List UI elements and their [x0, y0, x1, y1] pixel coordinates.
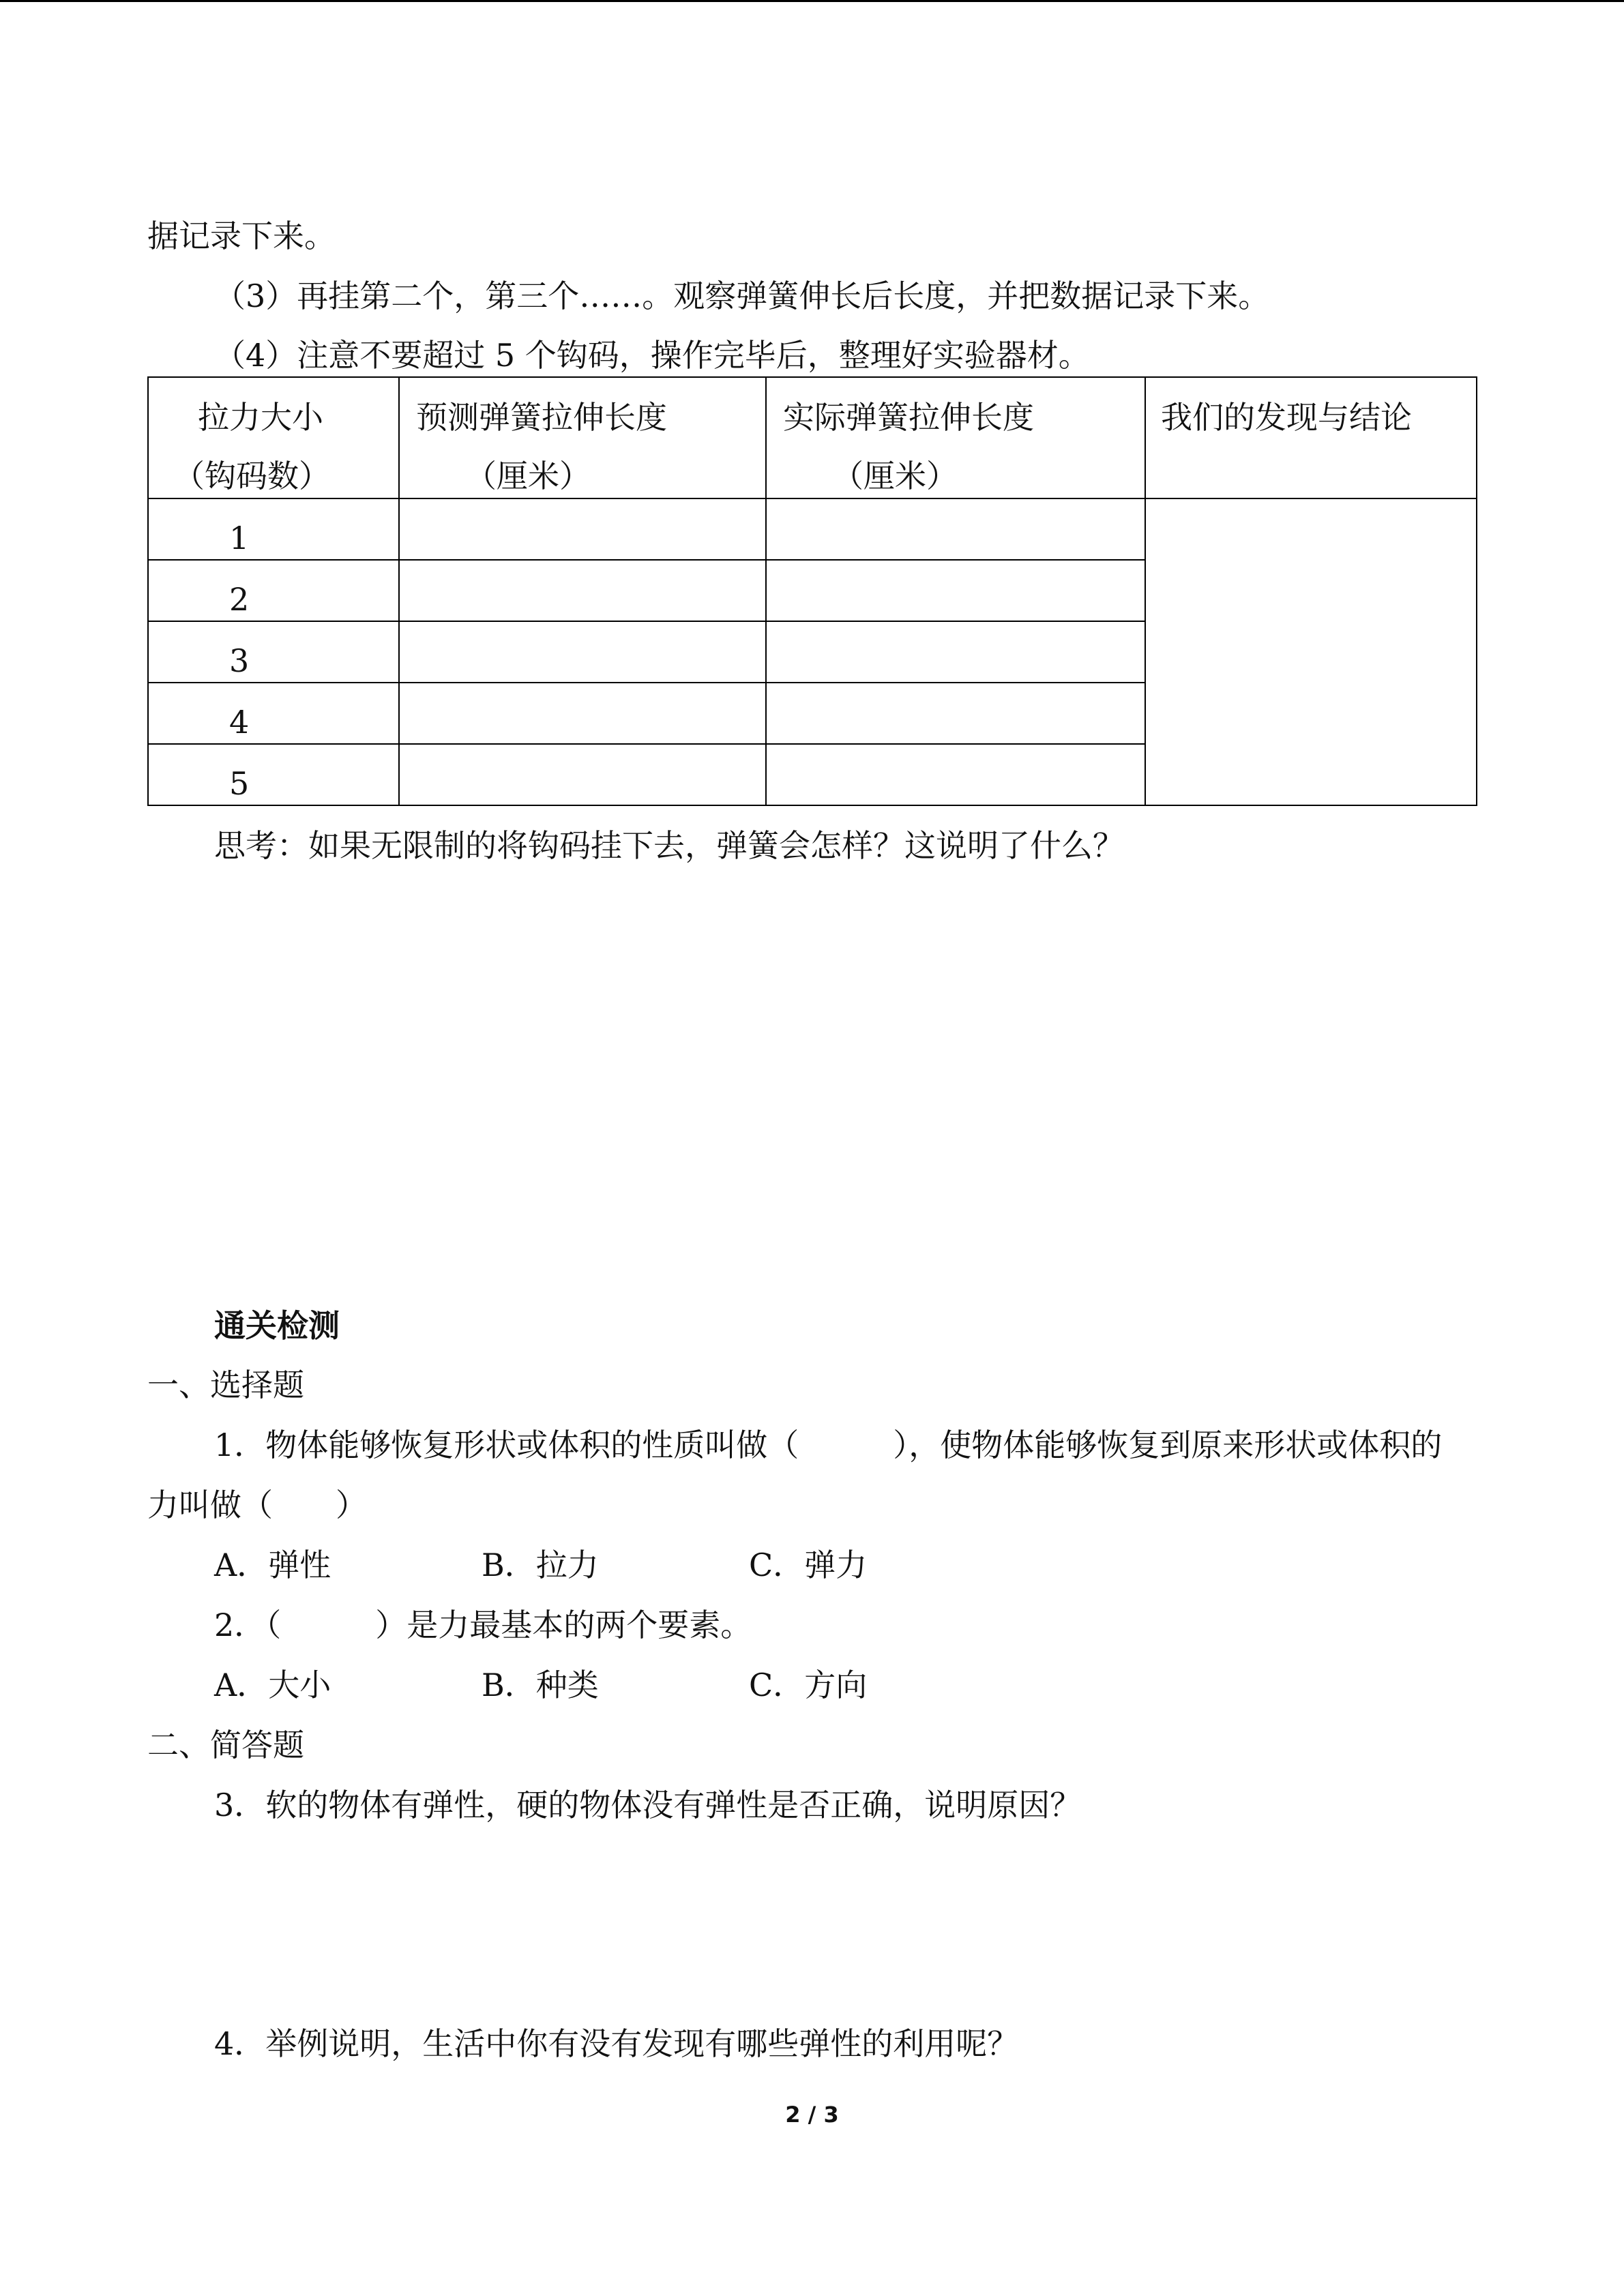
top-border-line [0, 0, 1624, 2]
question-1-line-2: 力叫做（ ） [147, 1487, 367, 1523]
page-number: 2 / 3 [785, 2102, 839, 2128]
row-count: 2 [229, 581, 250, 618]
findings-cell[interactable] [1145, 498, 1477, 805]
question-3: 3．软的物体有弹性，硬的物体没有弹性是否正确，说明原因？ [214, 1787, 1082, 1823]
row-count: 4 [229, 704, 250, 741]
row-count: 3 [229, 642, 250, 679]
predicted-length-cell[interactable] [399, 560, 766, 621]
q2-option-a[interactable]: A．大小 [214, 1667, 331, 1703]
actual-length-cell[interactable] [766, 498, 1145, 560]
predicted-length-cell[interactable] [399, 498, 766, 560]
header-actual-length-line1: 实际弹簧拉伸长度 [783, 399, 1034, 436]
section-title: 通关检测 [214, 1307, 340, 1344]
intro-step-4: （4）注意不要超过 5 个钩码，操作完毕后，整理好实验器材。 [214, 337, 1090, 374]
q2-option-c[interactable]: C．方向 [749, 1667, 868, 1703]
header-actual-length-line2: （厘米） [832, 458, 958, 494]
header-predicted-length-line2: （厘米） [465, 458, 591, 494]
part1-title: 一、选择题 [147, 1367, 304, 1403]
header-findings-line1: 我们的发现与结论 [1161, 399, 1412, 436]
header-pull-force [148, 377, 399, 498]
actual-length-cell[interactable] [766, 560, 1145, 621]
row-count-cell [148, 744, 399, 805]
q2-option-b[interactable]: B．种类 [482, 1667, 599, 1703]
question-4: 4．举例说明，生活中你有没有发现有哪些弹性的利用呢？ [214, 2025, 1019, 2062]
predicted-length-cell[interactable] [399, 744, 766, 805]
actual-length-cell[interactable] [766, 744, 1145, 805]
table-header-row [148, 377, 1477, 498]
predicted-length-cell[interactable] [399, 621, 766, 683]
experiment-table [147, 376, 1477, 806]
table-row [148, 498, 1477, 560]
row-count: 1 [229, 520, 250, 556]
header-pull-force-line1: 拉力大小 [198, 399, 323, 436]
think-question: 思考：如果无限制的将钩码挂下去，弹簧会怎样？这说明了什么？ [214, 827, 1124, 864]
intro-line-1: 据记录下来。 [147, 218, 336, 254]
header-predicted-length [399, 377, 766, 498]
header-pull-force-line2: （钩码数） [173, 458, 330, 494]
question-2: 2．（ ）是力最基本的两个要素。 [214, 1607, 752, 1643]
intro-step-3: （3）再挂第二个，第三个……。观察弹簧伸长后长度，并把数据记录下来。 [214, 278, 1270, 314]
row-count-cell [148, 683, 399, 744]
actual-length-cell[interactable] [766, 621, 1145, 683]
question-1-line-1: 1．物体能够恢复形状或体积的性质叫做（ ），使物体能够恢复到原来形状或体积的 [214, 1427, 1443, 1463]
q1-option-a[interactable]: A．弹性 [214, 1547, 331, 1583]
header-findings [1145, 377, 1477, 498]
row-count-cell [148, 560, 399, 621]
row-count: 5 [229, 765, 250, 802]
q1-option-b[interactable]: B．拉力 [482, 1547, 599, 1583]
header-actual-length [766, 377, 1145, 498]
actual-length-cell[interactable] [766, 683, 1145, 744]
header-predicted-length-line1: 预测弹簧拉伸长度 [416, 399, 667, 436]
predicted-length-cell[interactable] [399, 683, 766, 744]
row-count-cell [148, 621, 399, 683]
q1-option-c[interactable]: C．弹力 [749, 1547, 868, 1583]
row-count-cell [148, 498, 399, 560]
part2-title: 二、简答题 [147, 1727, 304, 1763]
